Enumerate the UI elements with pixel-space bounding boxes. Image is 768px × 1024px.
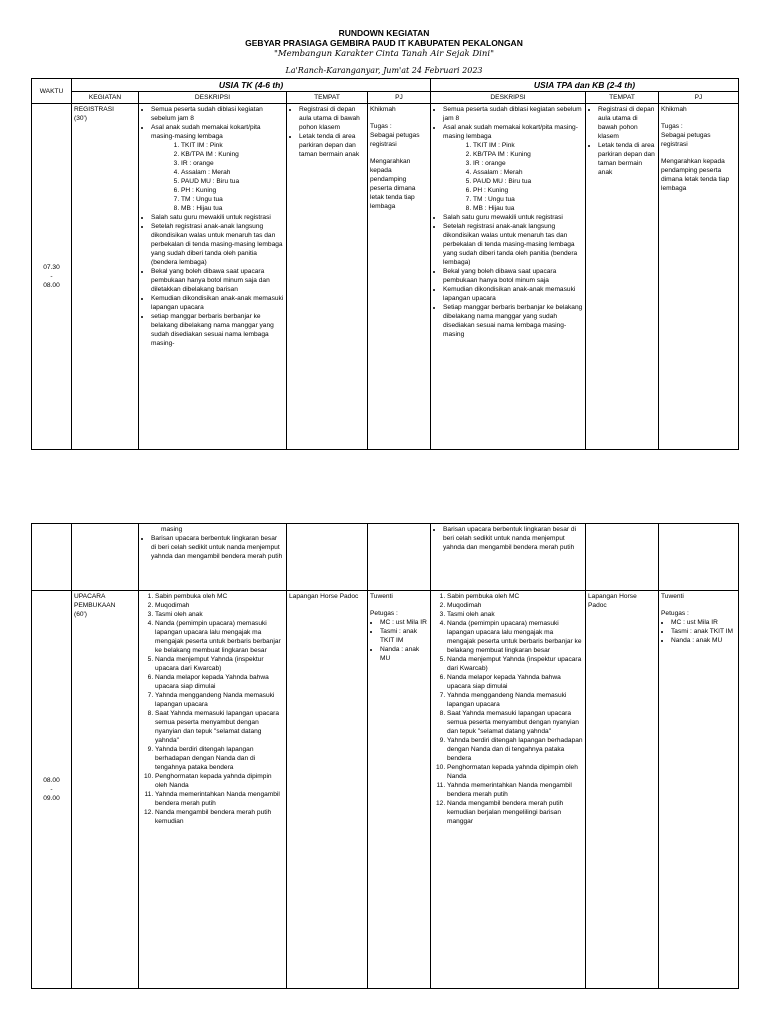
document-title: RUNDOWN KEGIATAN — [338, 28, 430, 38]
pj-header: PJ — [368, 92, 431, 104]
deskripsi-header-tpa: DESKRIPSI — [431, 92, 586, 104]
kegiatan-upacara: UPACARA PEMBUKAAN (60') — [72, 591, 139, 989]
tempat-registrasi-tk: • Registrasi di depan aula utama di bawah pohon klasem • Letak tenda di area parkiran depan dan taman bermain anak — [287, 104, 368, 450]
waktu-continued — [32, 524, 72, 591]
waktu-upacara: 08.00 - 09.00 — [32, 591, 72, 989]
usia-tk-header: USIA TK (4-6 th) — [72, 79, 431, 92]
tempat-upacara-tk: Lapangan Horse Padoc — [287, 591, 368, 989]
rundown-table-part-2 — [31, 523, 739, 989]
waktu-registrasi: 07.30 - 08.00 — [32, 104, 72, 450]
deskripsi-continued-tk: masing • Barisan upacara berbentuk lingkaran besar di beri celah sedikit untuk nanda menjemput yahnda dan mengambil bendera merah putih — [139, 524, 287, 591]
document-tagline: "Membangun Karakter Cinta Tanah Air Sejak Dini" — [273, 49, 495, 59]
document-location-date: La'Ranch-Karanganyar, Jum'at 24 Februari 2023 — [285, 66, 483, 75]
rundown-table-part-1 — [31, 78, 739, 450]
deskripsi-upacara-tk: 1. Sabin pembuka oleh MC 2. Muqodimah 3. Tasmi oleh anak 4. Nanda (pemimpin upacara) memasuki lapangan upacara lalu mengajak ma mengajak peserta untuk berbaris berbanjar ke belakang membuat lingkaran besar 5. Nanda menjemput Yahnda (inspektur upacara dari Kwarcab) 6. Nanda melapor kepada Yahnda bahwa upacara siap dimulai 7. Yahnda menggandeng Nanda memasuki lapangan upacara 8. Saat Yahnda memasuki lapangan upacara semua peserta menyambut dengan nyanyian dan tepuk "selamat datang yahnda" 9. Yahnda berdiri ditengah lapangan berhadapan dengan Nanda dan di tengahnya pataka bendera 10. Penghormatan kepada yahnda dipimpin oleh Nanda 11. Yahnda memerintahkan Nanda mengambil bendera merah putih 12. Nanda mengambil bendera merah putih kemudian — [139, 591, 287, 989]
kegiatan-continued — [72, 524, 139, 591]
usia-tpa-header: USIA TPA dan KB (2-4 th) — [431, 79, 739, 92]
tempat-continued-tk — [287, 524, 368, 591]
pj-upacara-tpa: Tuwenti Petugas : • MC : ust Mila IR • Tasmi : anak TKIT IM • Nanda : anak MU — [659, 591, 739, 989]
pj-continued-tpa — [659, 524, 739, 591]
deskripsi-registrasi-tk: • Semua peserta sudah diblasi kegiatan sebelum jam 8 • Asal anak sudah memakai kokart/pita masing-masing lembaga 1. TKIT IM : Pink 2. KB/TPA IM : Kuning 3. IR : orange 4. Assalam : Merah 5. PAUD MU : Biru tua 6. PH : Kuning 7. TM : Ungu tua 8. MB : Hijau tua • Salah satu guru mewakili untuk registrasi • Setelah registrasi anak-anak langsung dikondisikan walas untuk menaruh tas dan perbekalan di tenda masing-masing lembaga yang sudah diberi tanda oleh panitia (bendera lembaga) • Bekal yang boleh dibawa saat upacara pembukaan hanya botol minum saja dan diletakkan dibelakang barisan • Kemudian dikondisikan anak-anak memasuki lapangan upacara • setiap manggar berbaris berbanjar ke belakang dibelakang nama manggar yang sudah disediakan sesuai nama lembaga masing- — [139, 104, 287, 450]
document-subtitle: GEBYAR PRASIAGA GEMBIRA PAUD IT KABUPATEN PEKALONGAN — [245, 38, 523, 48]
deskripsi-continued-tpa: • Barisan upacara berbentuk lingkaran besar di beri celah sedikit untuk nanda menjemput yahnda dan mengambil bendera merah putih — [431, 524, 586, 591]
tempat-registrasi-tpa: • Registrasi di depan aula utama di bawah pohon klasem • Letak tenda di area parkiran depan dan taman bermain anak — [586, 104, 659, 450]
pj-header-tpa: PJ — [659, 92, 739, 104]
tempat-header-tpa: TEMPAT — [586, 92, 659, 104]
pj-registrasi-tk: Khikmah Tugas : Sebagai petugas registrasi Mengarahkan kepada pendamping peserta dimana letak tenda tiap lembaga — [368, 104, 431, 450]
tempat-continued-tpa — [586, 524, 659, 591]
tempat-header: TEMPAT — [287, 92, 368, 104]
deskripsi-upacara-tpa: 1. Sabin pembuka oleh MC 2. Muqodimah 3. Tasmi oleh anak 4. Nanda (pemimpin upacara) memasuki lapangan upacara lalu mengajak ma mengajak peserta untuk berbaris berbanjar ke belakang membuat lingkaran besar 5. Nanda menjemput Yahnda (inspektur upacara dari Kwarcab) 6. Nanda melapor kepada Yahnda bahwa upacara siap dimulai 7. Yahnda menggandeng Nanda memasuki lapangan upacara 8. Saat Yahnda memasuki lapangan upacara semua peserta menyambut dengan nyanyian dan tepuk "selamat datang yahnda" 9. Yahnda berdiri ditengah lapangan berhadapan dengan Nanda dan di tengahnya pataka bendera 10. Penghormatan kepada yahnda dipimpin oleh Nanda 11. Yahnda memerintahkan Nanda mengambil bendera merah putih 12. Nanda mengambil bendera merah putih kemudian berjalan mengelilingi barisan manggar — [431, 591, 586, 989]
kegiatan-header: KEGIATAN — [72, 92, 139, 104]
deskripsi-registrasi-tpa: • Semua peserta sudah diblasi kegiatan sebelum jam 8 • Asal anak sudah memakai kokart/pita masing-masing lembaga 1. TKIT IM : Pink 2. KB/TPA IM : Kuning 3. IR : orange 4. Assalam : Merah 5. PAUD MU : Biru tua 6. PH : Kuning 7. TM : Ungu tua 8. MB : Hijau tua • Salah satu guru mewakili untuk registrasi • Setelah registrasi anak-anak langsung dikondisikan walas untuk menaruh tas dan perbekalan di tenda masing-masing lembaga yang sudah diberi tanda oleh panitia (bendera lembaga) • Bekal yang boleh dibawa saat upacara pembukaan hanya botol minum saja • Kemudian dikondisikan anak-anak memasuki lapangan upacara • Setiap manggar berbaris berbanjar ke belakang dibelakang nama manggar yang sudah disediakan sesuai nama lembaga masing-masing — [431, 104, 586, 450]
deskripsi-header: DESKRIPSI — [139, 92, 287, 104]
pj-registrasi-tpa: Khikmah Tugas : Sebagai petugas registrasi Mengarahkan kepada pendamping peserta dimana letak tenda tiap lembaga — [659, 104, 739, 450]
waktu-header: WAKTU — [32, 79, 72, 104]
kegiatan-registrasi: REGISTRASI (30') — [72, 104, 139, 450]
pj-continued-tk — [368, 524, 431, 591]
pj-upacara-tk: Tuwenti Petugas : • MC : ust Mila IR • Tasmi : anak TKIT IM • Nanda : anak MU — [368, 591, 431, 989]
tempat-upacara-tpa: Lapangan Horse Padoc — [586, 591, 659, 989]
